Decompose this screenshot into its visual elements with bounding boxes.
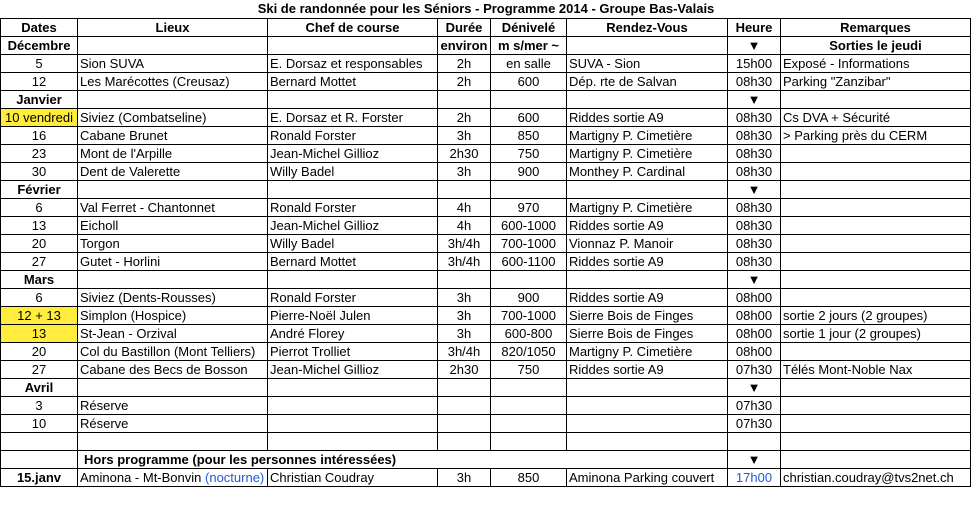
row-denivele: 700-1000 — [491, 307, 567, 325]
row-duree: 3h/4h — [438, 235, 491, 253]
row-lieu: Les Marécottes (Creusaz) — [78, 73, 268, 91]
month-label: Avril — [1, 379, 78, 397]
row-denivele: 820/1050 — [491, 343, 567, 361]
row-duree: 3h — [438, 163, 491, 181]
chevron-down-icon: ▼ — [728, 91, 781, 109]
row-heure: 08h00 — [728, 343, 781, 361]
row-chef: Pierre-Noël Julen — [268, 307, 438, 325]
row-rdv: Riddes sortie A9 — [567, 289, 728, 307]
row-rdv: Riddes sortie A9 — [567, 253, 728, 271]
table-row — [1, 163, 971, 181]
header-remarques-sub: Sorties le jeudi — [781, 37, 971, 55]
row-heure: 08h30 — [728, 73, 781, 91]
row-rdv: Martigny P. Cimetière — [567, 199, 728, 217]
table-row — [1, 325, 971, 343]
row-denivele: 600-1000 — [491, 217, 567, 235]
row-lieu: Val Ferret - Chantonnet — [78, 199, 268, 217]
row-remarques: Parking "Zanzibar" — [781, 73, 971, 91]
row-date: 12 — [1, 73, 78, 91]
row-rdv: Dép. rte de Salvan — [567, 73, 728, 91]
row-denivele: 850 — [491, 469, 567, 487]
row-chef: E. Dorsaz et R. Forster — [268, 109, 438, 127]
table-row — [1, 361, 971, 379]
row-remarques: sortie 1 jour (2 groupes) — [781, 325, 971, 343]
row-lieu: Cabane des Becs de Bosson — [78, 361, 268, 379]
row-heure: 17h00 — [728, 469, 781, 487]
row-duree: 3h/4h — [438, 253, 491, 271]
row-heure: 08h30 — [728, 199, 781, 217]
header-rdv: Rendez-Vous — [567, 19, 728, 37]
month-row-mars — [1, 271, 971, 289]
row-lieu: Mont de l'Arpille — [78, 145, 268, 163]
row-denivele: 970 — [491, 199, 567, 217]
header-denivele-sub: m s/mer ~ — [491, 37, 567, 55]
contact-email: christian.coudray@tvs2net.ch — [781, 469, 971, 487]
row-remarques: Exposé - Informations — [781, 55, 971, 73]
row-date: 15.janv — [1, 469, 78, 487]
row-denivele: 900 — [491, 163, 567, 181]
row-chef: Christian Coudray — [268, 469, 438, 487]
row-lieu: Réserve — [78, 397, 268, 415]
row-denivele: 700-1000 — [491, 235, 567, 253]
row-date: 6 — [1, 199, 78, 217]
row-rdv: Riddes sortie A9 — [567, 109, 728, 127]
table-row — [1, 55, 971, 73]
row-duree: 4h — [438, 199, 491, 217]
row-lieu: Col du Bastillon (Mont Telliers) — [78, 343, 268, 361]
empty-row — [1, 433, 971, 451]
table-row — [1, 235, 971, 253]
row-denivele: 600 — [491, 109, 567, 127]
month-row-avril — [1, 379, 971, 397]
hors-programme-row — [1, 451, 971, 469]
chevron-down-icon: ▼ — [728, 379, 781, 397]
row-remarques: > Parking près du CERM — [781, 127, 971, 145]
row-remarques — [781, 163, 971, 181]
row-lieu — [78, 469, 268, 487]
row-heure: 15h00 — [728, 55, 781, 73]
table-row — [1, 145, 971, 163]
row-denivele: 850 — [491, 127, 567, 145]
row-lieu: Eicholl — [78, 217, 268, 235]
row-duree: 2h — [438, 55, 491, 73]
row-chef: Jean-Michel Gillioz — [268, 145, 438, 163]
row-heure: 08h30 — [728, 217, 781, 235]
row-remarques: Cs DVA + Sécurité — [781, 109, 971, 127]
row-date: 6 — [1, 289, 78, 307]
row-duree: 3h — [438, 289, 491, 307]
month-label: Mars — [1, 271, 78, 289]
row-heure: 08h00 — [728, 289, 781, 307]
row-heure: 07h30 — [728, 415, 781, 433]
row-date: 27 — [1, 361, 78, 379]
row-lieu: Sion SUVA — [78, 55, 268, 73]
hors-programme-label: Hors programme (pour les personnes intéressées) — [78, 451, 728, 469]
row-chef: Jean-Michel Gillioz — [268, 217, 438, 235]
row-rdv: Monthey P. Cardinal — [567, 163, 728, 181]
row-heure: 07h30 — [728, 361, 781, 379]
row-lieu: Torgon — [78, 235, 268, 253]
row-duree: 3h — [438, 469, 491, 487]
row-chef: Ronald Forster — [268, 199, 438, 217]
row-remarques: Télés Mont-Noble Nax — [781, 361, 971, 379]
table-row — [1, 217, 971, 235]
row-date: 20 — [1, 235, 78, 253]
row-denivele: en salle — [491, 55, 567, 73]
header-heure: Heure — [728, 19, 781, 37]
header-chef: Chef de course — [268, 19, 438, 37]
row-duree: 3h — [438, 307, 491, 325]
row-denivele: 900 — [491, 289, 567, 307]
row-chef: Ronald Forster — [268, 127, 438, 145]
row-date: 10 — [1, 415, 78, 433]
row-lieu: Réserve — [78, 415, 268, 433]
row-lieu: Cabane Brunet — [78, 127, 268, 145]
row-chef: Ronald Forster — [268, 289, 438, 307]
row-chef: E. Dorsaz et responsables — [268, 55, 438, 73]
row-denivele: 600 — [491, 73, 567, 91]
row-lieu: Siviez (Combatseline) — [78, 109, 268, 127]
table-row — [1, 127, 971, 145]
table-row — [1, 469, 971, 487]
row-rdv: Martigny P. Cimetière — [567, 127, 728, 145]
row-date: 20 — [1, 343, 78, 361]
chevron-down-icon: ▼ — [728, 37, 781, 55]
row-date: 30 — [1, 163, 78, 181]
table-row — [1, 73, 971, 91]
row-chef: Pierrot Trolliet — [268, 343, 438, 361]
row-remarques — [781, 343, 971, 361]
row-heure: 07h30 — [728, 397, 781, 415]
month-label: Janvier — [1, 91, 78, 109]
month-row-janvier — [1, 91, 971, 109]
row-heure: 08h30 — [728, 253, 781, 271]
chevron-down-icon: ▼ — [728, 451, 781, 469]
table-row — [1, 415, 971, 433]
header-remarques: Remarques — [781, 19, 971, 37]
row-lieu: Simplon (Hospice) — [78, 307, 268, 325]
row-chef: Bernard Mottet — [268, 253, 438, 271]
row-duree: 2h — [438, 73, 491, 91]
row-rdv: Martigny P. Cimetière — [567, 343, 728, 361]
row-heure: 08h00 — [728, 325, 781, 343]
table-row — [1, 253, 971, 271]
row-remarques — [781, 289, 971, 307]
row-duree: 4h — [438, 217, 491, 235]
table-row — [1, 199, 971, 217]
row-denivele: 750 — [491, 145, 567, 163]
header-row — [1, 19, 971, 37]
row-chef: Bernard Mottet — [268, 73, 438, 91]
table-row — [1, 307, 971, 325]
row-lieu-note: (nocturne) — [205, 470, 265, 485]
row-date: 13 — [1, 325, 78, 343]
row-rdv: Vionnaz P. Manoir — [567, 235, 728, 253]
row-rdv: Riddes sortie A9 — [567, 217, 728, 235]
header-row-2 — [1, 37, 971, 55]
row-date: 3 — [1, 397, 78, 415]
row-rdv: Aminona Parking couvert — [567, 469, 728, 487]
row-chef: Willy Badel — [268, 163, 438, 181]
row-remarques — [781, 235, 971, 253]
chevron-down-icon: ▼ — [728, 271, 781, 289]
header-lieux: Lieux — [78, 19, 268, 37]
row-lieu: Siviez (Dents-Rousses) — [78, 289, 268, 307]
row-remarques — [781, 199, 971, 217]
row-rdv: Riddes sortie A9 — [567, 361, 728, 379]
row-lieu: Dent de Valerette — [78, 163, 268, 181]
row-rdv: Sierre Bois de Finges — [567, 307, 728, 325]
row-heure: 08h30 — [728, 145, 781, 163]
row-remarques — [781, 145, 971, 163]
row-remarques — [781, 253, 971, 271]
month-row-fevrier — [1, 181, 971, 199]
row-date: 27 — [1, 253, 78, 271]
row-heure: 08h30 — [728, 109, 781, 127]
row-date: 13 — [1, 217, 78, 235]
row-remarques: sortie 2 jours (2 groupes) — [781, 307, 971, 325]
program-table — [0, 18, 971, 487]
row-lieu-text: Aminona - Mt-Bonvin — [80, 470, 202, 485]
row-heure: 08h30 — [728, 163, 781, 181]
row-chef: André Florey — [268, 325, 438, 343]
row-chef: Willy Badel — [268, 235, 438, 253]
row-rdv: SUVA - Sion — [567, 55, 728, 73]
row-heure: 08h00 — [728, 307, 781, 325]
row-date: 23 — [1, 145, 78, 163]
table-row — [1, 109, 971, 127]
row-date: 12 + 13 — [1, 307, 78, 325]
row-date: 16 — [1, 127, 78, 145]
row-denivele: 600-800 — [491, 325, 567, 343]
row-heure: 08h30 — [728, 127, 781, 145]
header-denivele: Dénivelé — [491, 19, 567, 37]
header-dates: Dates — [1, 19, 78, 37]
header-duree: Durée — [438, 19, 491, 37]
month-label: Décembre — [1, 37, 78, 55]
table-row — [1, 289, 971, 307]
row-lieu: Gutet - Horlini — [78, 253, 268, 271]
table-row — [1, 343, 971, 361]
row-date: 5 — [1, 55, 78, 73]
row-date: 10 vendredi — [1, 109, 78, 127]
row-rdv: Sierre Bois de Finges — [567, 325, 728, 343]
row-lieu: St-Jean - Orzival — [78, 325, 268, 343]
row-remarques — [781, 217, 971, 235]
header-duree-sub: environ — [438, 37, 491, 55]
row-heure: 08h30 — [728, 235, 781, 253]
row-duree: 2h30 — [438, 145, 491, 163]
table-row — [1, 397, 971, 415]
row-duree: 3h — [438, 325, 491, 343]
row-denivele: 750 — [491, 361, 567, 379]
row-rdv: Martigny P. Cimetière — [567, 145, 728, 163]
row-duree: 3h/4h — [438, 343, 491, 361]
row-duree: 2h — [438, 109, 491, 127]
page-title: Ski de randonnée pour les Séniors - Programme 2014 - Groupe Bas-Valais — [257, 1, 715, 16]
row-duree: 2h30 — [438, 361, 491, 379]
month-label: Février — [1, 181, 78, 199]
row-chef: Jean-Michel Gillioz — [268, 361, 438, 379]
chevron-down-icon: ▼ — [728, 181, 781, 199]
row-duree: 3h — [438, 127, 491, 145]
row-denivele: 600-1100 — [491, 253, 567, 271]
